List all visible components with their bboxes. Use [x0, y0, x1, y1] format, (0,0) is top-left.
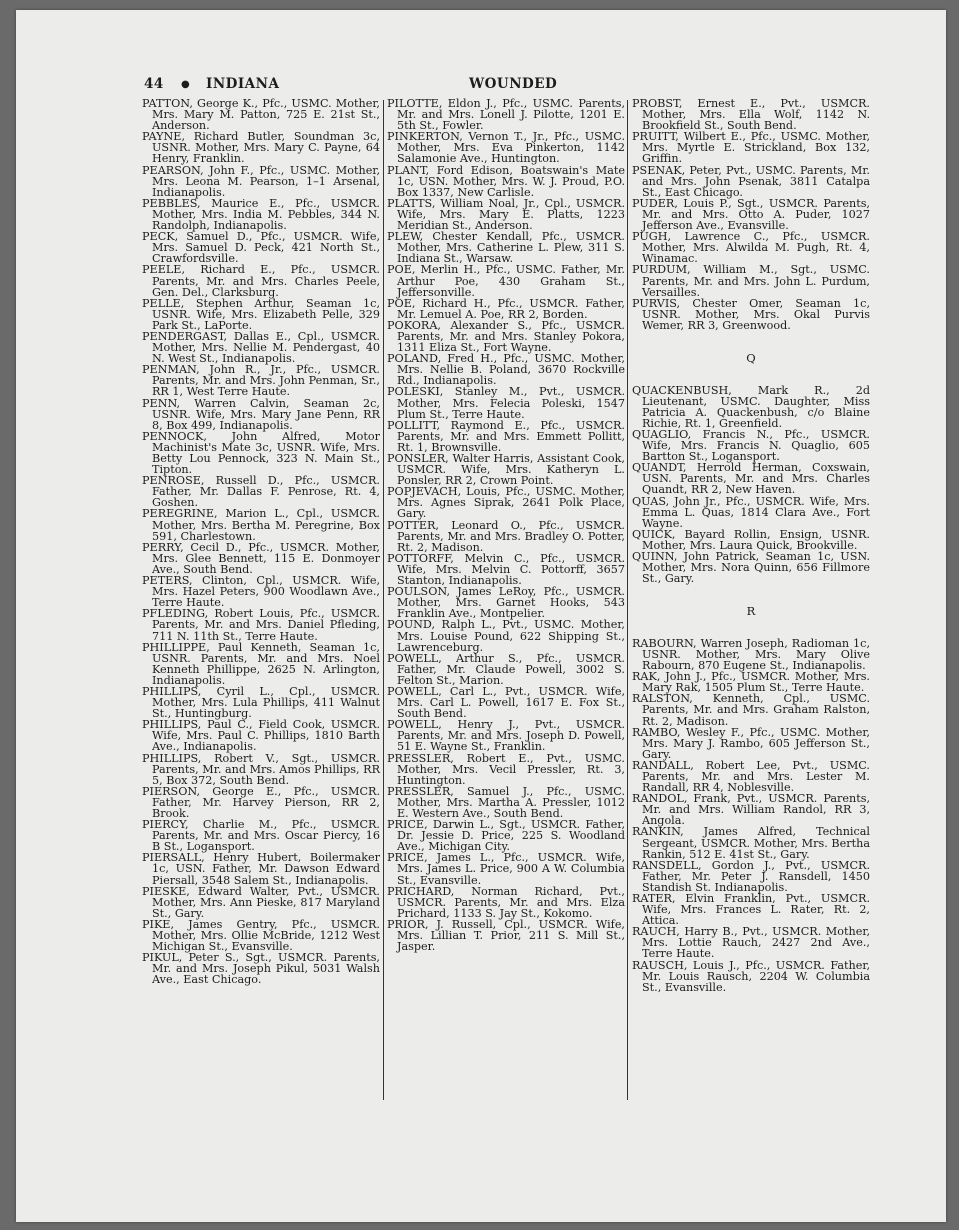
casualty-entry: POWELL, Arthur S., Pfc., USMCR. Father, Mr. Claude Powell, 3002 S. Felton St., Marion. — [387, 651, 625, 687]
casualty-entry: PRIOR, J. Russell, Cpl., USMCR. Wife, Mrs. Lillian T. Prior, 211 S. Mill St., Jasper. — [387, 917, 625, 954]
casualty-entry: PEREGRINE, Marion L., Cpl., USMCR. Mother, Mrs. Bertha M. Peregrine, Box 591, Charlestown. — [142, 507, 380, 543]
casualty-entry: PUDER, Louis P., Sgt., USMCR. Parents, Mr. and Mrs. Otto A. Puder, 1027 Jefferson Ave., Evansville. — [632, 196, 870, 233]
casualty-entry: PROBST, Ernest E., Pvt., USMCR. Mother, Mrs. Ella Wolf, 1142 N. Brookfield St., South Bend. — [632, 97, 870, 133]
casualty-entry: PLATTS, William Noal, Jr., Cpl., USMCR. Wife, Mrs. Mary E. Platts, 1223 Meridian St., Anderson. — [387, 196, 625, 233]
casualty-entry: PERRY, Cecil D., Pfc., USMCR. Mother, Mrs. Glee Bennett, 115 E. Donmoyer Ave., South Bend. — [142, 540, 380, 576]
casualty-entry: PETERS, Clinton, Cpl., USMCR. Wife, Mrs. Hazel Peters, 900 Woodlawn Ave., Terre Haute. — [142, 574, 380, 610]
casualty-entry: PIKUL, Peter S., Sgt., USMCR. Parents, Mr. and Mrs. Joseph Pikul, 5031 Walsh Ave., East Chicago. — [142, 951, 380, 987]
casualty-entry: PENMAN, John R., Jr., Pfc., USMCR. Parents, Mr. and Mrs. John Penman, Sr., RR 1, West Terre Haute. — [142, 363, 380, 399]
casualty-entry: PELLE, Stephen Arthur, Seaman 1c, USNR. Wife, Mrs. Elizabeth Pelle, 329 Park St., LaPorte. — [142, 296, 380, 332]
casualty-entry: PENN, Warren Calvin, Seaman 2c, USNR. Wife, Mrs. Mary Jane Penn, RR 8, Box 499, Indianapolis. — [142, 396, 380, 432]
casualty-entry: RAUSCH, Louis J., Pfc., USMCR. Father, Mr. Louis Rausch, 2204 W. Columbia St., Evansville. — [632, 958, 870, 994]
casualty-entry: POTTORFF, Melvin C., Pfc., USMCR. Wife, Mrs. Melvin C. Pottorff, 3657 Stanton, Indianapolis. — [387, 551, 625, 588]
casualty-entry: PINKERTON, Vernon T., Jr., Pfc., USMC. Mother, Mrs. Eva Pinkerton, 1142 Salamonie Ave., Huntington. — [387, 130, 625, 166]
casualty-entry: PRESSLER, Robert E., Pvt., USMC. Mother, Mrs. Vecil Pressler, Rt. 3, Huntington. — [387, 751, 625, 787]
casualty-entry: PENROSE, Russell D., Pfc., USMCR. Father, Mr. Dallas F. Penrose, Rt. 4, Goshen. — [142, 474, 380, 510]
state-section: INDIANA — [206, 76, 280, 92]
casualty-entry: PUGH, Lawrence C., Pfc., USMCR. Mother, Mrs. Alwilda M. Pugh, Rt. 4, Winamac. — [632, 230, 870, 266]
casualty-entry: POUND, Ralph L., Pvt., USMC. Mother, Mrs. Louise Pound, 622 Shipping St., Lawrenceburg. — [387, 618, 625, 654]
casualty-entry: POE, Richard H., Pfc., USMCR. Father, Mr. Lemuel A. Poe, RR 2, Borden. — [387, 296, 625, 321]
casualty-entry: PLANT, Ford Edison, Boatswain's Mate 1c, USN. Mother, Mrs. W. J. Proud, P.O. Box 1337, New Carlisle. — [387, 163, 625, 199]
casualty-entry: POPJEVACH, Louis, Pfc., USMC. Mother, Mrs. Agnes Siprak, 2641 Polk Place, Gary. — [387, 485, 625, 521]
column-divider — [383, 100, 384, 1100]
casualty-entry: POLAND, Fred H., Pfc., USMC. Mother, Mrs. Nellie B. Poland, 3670 Rockville Rd., Indianapolis. — [387, 352, 625, 388]
casualty-entry: PONSLER, Walter Harris, Assistant Cook, USMCR. Wife, Mrs. Katheryn L. Ponsler, RR 2, Crown Point. — [387, 452, 625, 488]
casualty-entry: PILOTTE, Eldon J., Pfc., USMC. Parents, Mr. and Mrs. Lonell J. Pilotte, 1201 E. 5th St., Fowler. — [387, 97, 625, 133]
casualty-entry: PEARSON, John F., Pfc., USMC. Mother, Mrs. Leona M. Pearson, 1–1 Arsenal, Indianapolis. — [142, 163, 380, 199]
casualty-entry: PURDUM, William M., Sgt., USMC. Parents, Mr. and Mrs. John L. Purdum, Versailles. — [632, 263, 870, 299]
casualty-entry: POKORA, Alexander S., Pfc., USMCR. Parents, Mr. and Mrs. Stanley Pokora, 1311 Eliza St., Fort Wayne. — [387, 318, 625, 355]
casualty-entry: PRICE, Darwin L., Sgt., USMCR. Father, Dr. Jessie D. Price, 225 S. Woodland Ave., Michigan City. — [387, 818, 625, 854]
casualty-entry: PIKE, James Gentry, Pfc., USMCR. Mother, Mrs. Ollie McBride, 1212 West Michigan St., Evansville. — [142, 917, 380, 954]
casualty-entry: PRICHARD, Norman Richard, Pvt., USMCR. Parents, Mr. and Mrs. Elza Prichard, 1133 S. Jay St., Kokomo. — [387, 884, 625, 920]
casualty-entry: RANSDELL, Gordon J., Pvt., USMCR. Father, Mr. Peter J. Ransdell, 1450 Standish St. Indianapolis. — [632, 858, 870, 894]
casualty-entry: POTTER, Leonard O., Pfc., USMCR. Parents, Mr. and Mrs. Bradley O. Potter, Rt. 2, Madison. — [387, 518, 625, 554]
alphabet-heading: R — [746, 604, 756, 619]
casualty-entry: PFLEDING, Robert Louis, Pfc., USMCR. Parents, Mr. and Mrs. Daniel Pfleding, 711 N. 11th St., Terre Haute. — [142, 607, 380, 643]
casualty-entry: RATER, Elvin Franklin, Pvt., USMCR. Wife, Mrs. Frances L. Rater, Rt. 2, Attica. — [632, 892, 870, 928]
casualty-entry: RALSTON, Kenneth, Cpl., USMC. Parents, Mr. and Mrs. Graham Ralston, Rt. 2, Madison. — [632, 692, 870, 728]
casualty-entry: PENDERGAST, Dallas E., Cpl., USMCR. Mother, Mrs. Nellie M. Pendergast, 40 N. West St., Indianapolis. — [142, 329, 380, 366]
casualty-entry: PRUITT, Wilbert E., Pfc., USMC. Mother, Mrs. Myrtle E. Strickland, Box 132, Griffin. — [632, 130, 870, 166]
casualty-entry: POLLITT, Raymond E., Pfc., USMCR. Parents, Mr. and Mrs. Emmett Pollitt, Rt. 1, Brownsville. — [387, 418, 625, 454]
casualty-entry: PHILLIPS, Cyril L., Cpl., USMCR. Mother, Mrs. Lula Phillips, 411 Walnut St., Huntingburg. — [142, 684, 380, 721]
casualty-entry: QUAGLIO, Francis N., Pfc., USMCR. Wife, Mrs. Francis N. Quaglio, 605 Bartton St., Logansport. — [632, 427, 870, 464]
casualty-entry: PIERCY, Charlie M., Pfc., USMCR. Parents, Mr. and Mrs. Oscar Piercy, 16 B St., Logansport. — [142, 818, 380, 854]
casualty-entry: POLESKI, Stanley M., Pvt., USMCR. Mother, Mrs. Felecia Poleski, 1547 Plum St., Terre Haute. — [387, 385, 625, 421]
page-header — [144, 76, 869, 94]
casualty-entry: POULSON, James LeRoy, Pfc., USMCR. Mother, Mrs. Garnet Hooks, 543 Franklin Ave., Montpelier. — [387, 585, 625, 621]
page-number: 44 — [144, 76, 164, 92]
casualty-entry: RANKIN, James Alfred, Technical Sergeant, USMCR. Mother, Mrs. Bertha Rankin, 512 E. 41st St., Gary. — [632, 825, 870, 861]
casualty-entry: PURVIS, Chester Omer, Seaman 1c, USNR. Mother, Mrs. Okal Purvis Wemer, RR 3, Greenwood. — [632, 296, 870, 332]
column-divider — [627, 100, 628, 1100]
casualty-entry: RAMBO, Wesley F., Pfc., USMC. Mother, Mrs. Mary J. Rambo, 605 Jefferson St., Gary. — [632, 725, 870, 761]
column-3 — [632, 98, 870, 993]
casualty-entry: RANDOL, Frank, Pvt., USMCR. Parents, Mr. and Mrs. William Randol, RR 3, Angola. — [632, 792, 870, 828]
header-bullet-icon: ● — [181, 79, 191, 90]
casualty-entry: QUAS, John Jr., Pfc., USMCR. Wife, Mrs. Emma L. Quas, 1814 Clara Ave., Fort Wayne. — [632, 494, 870, 530]
casualty-entry: PIERSALL, Henry Hubert, Boilermaker 1c, USN. Father, Mr. Dawson Edward Piersall, 3548 Salem St., Indianapolis. — [142, 851, 380, 887]
column-2 — [387, 98, 625, 952]
page-title: WOUNDED — [469, 76, 558, 92]
casualty-entry: PHILLIPPE, Paul Kenneth, Seaman 1c, USNR. Parents, Mr. and Mrs. Noel Kenneth Phillippe, 2625 N. Arlington, Indianapolis. — [142, 640, 380, 687]
casualty-entry: PENNOCK, John Alfred, Motor Machinist's Mate 3c, USNR. Wife, Mrs. Betty Lou Pennock, 323 N. Main St., Tipton. — [142, 429, 380, 477]
casualty-entry: QUANDT, Herrold Herman, Coxswain, USN. Parents, Mr. and Mrs. Charles Quandt, RR 2, New Haven. — [632, 461, 870, 497]
casualty-entry: PAYNE, Richard Butler, Soundman 3c, USNR. Mother, Mrs. Mary C. Payne, 64 Henry, Franklin. — [142, 130, 380, 166]
casualty-entry: PEBBLES, Maurice E., Pfc., USMCR. Mother, Mrs. India M. Pebbles, 344 N. Randolph, Indianapolis. — [142, 196, 380, 233]
casualty-entry: QUINN, John Patrick, Seaman 1c, USN. Mother, Mrs. Nora Quinn, 656 Fillmore St., Gary. — [632, 549, 870, 586]
casualty-entry: PIESKE, Edward Walter, Pvt., USMCR. Mother, Mrs. Ann Pieske, 817 Maryland St., Gary. — [142, 884, 380, 920]
casualty-entry: PEELE, Richard E., Pfc., USMCR. Parents, Mr. and Mrs. Charles Peele, Gen. Del., Clarksburg. — [142, 263, 380, 299]
casualty-entry: QUICK, Bayard Rollin, Ensign, USNR. Mother, Mrs. Laura Quick, Brookville. — [632, 527, 870, 552]
casualty-entry: PECK, Samuel D., Pfc., USMCR. Wife, Mrs. Samuel D. Peck, 421 North St., Crawfordsville. — [142, 230, 380, 266]
casualty-entry: PIERSON, George E., Pfc., USMCR. Father, Mr. Harvey Pierson, RR 2, Brook. — [142, 784, 380, 820]
casualty-entry: POWELL, Carl L., Pvt., USMCR. Wife, Mrs. Carl L. Powell, 1617 E. Fox St., South Bend. — [387, 684, 625, 721]
casualty-entry: PLEW, Chester Kendall, Pfc., USMCR. Mother, Mrs. Catherine L. Plew, 311 S. Indiana St., Warsaw. — [387, 230, 625, 266]
column-1 — [142, 98, 380, 986]
casualty-entry: PRESSLER, Samuel J., Pfc., USMC. Mother, Mrs. Martha A. Pressler, 1012 E. Western Ave., South Bend. — [387, 784, 625, 820]
casualty-entry: RAK, John J., Pfc., USMCR. Mother, Mrs. Mary Rak, 1505 Plum St., Terre Haute. — [632, 670, 870, 695]
casualty-entry: QUACKENBUSH, Mark R., 2d Lieutenant, USMC. Daughter, Miss Patricia A. Quackenbush, c/o Blaine Richie, Rt. 1, Greenfield. — [632, 383, 870, 430]
casualty-entry: RANDALL, Robert Lee, Pvt., USMC. Parents, Mr. and Mrs. Lester M. Randall, RR 4, Noblesville. — [632, 758, 870, 795]
casualty-entry: PRICE, James L., Pfc., USMCR. Wife, Mrs. James L. Price, 900 A W. Columbia St., Evansville. — [387, 851, 625, 887]
casualty-entry: PATTON, George K., Pfc., USMC. Mother, Mrs. Mary M. Patton, 725 E. 21st St., Anderson. — [142, 97, 380, 133]
alphabet-heading: Q — [746, 350, 756, 365]
casualty-entry: POE, Merlin H., Pfc., USMC. Father, Mr. Arthur Poe, 430 Graham St., Jeffersonville. — [387, 263, 625, 299]
casualty-entry: PHILLIPS, Paul C., Field Cook, USMCR. Wife, Mrs. Paul C. Phillips, 1810 Barth Ave., Indianapolis. — [142, 718, 380, 754]
casualty-entry: RAUCH, Harry B., Pvt., USMCR. Mother, Mrs. Lottie Rauch, 2427 2nd Ave., Terre Haute. — [632, 925, 870, 961]
casualty-entry: PSENAK, Peter, Pvt., USMC. Parents, Mr. and Mrs. John Psenak, 3811 Catalpa St., East Chicago. — [632, 163, 870, 199]
casualty-entry: POWELL, Henry J., Pvt., USMCR. Parents, Mr. and Mrs. Joseph D. Powell, 51 E. Wayne St., Franklin. — [387, 718, 625, 754]
casualty-entry: RABOURN, Warren Joseph, Radioman 1c, USNR. Mother, Mrs. Mary Olive Rabourn, 870 Eugene St., Indianapolis. — [632, 636, 870, 673]
casualty-entry: PHILLIPS, Robert V., Sgt., USMCR. Parents, Mr. and Mrs. Amos Phillips, RR 5, Box 372, South Bend. — [142, 751, 380, 787]
